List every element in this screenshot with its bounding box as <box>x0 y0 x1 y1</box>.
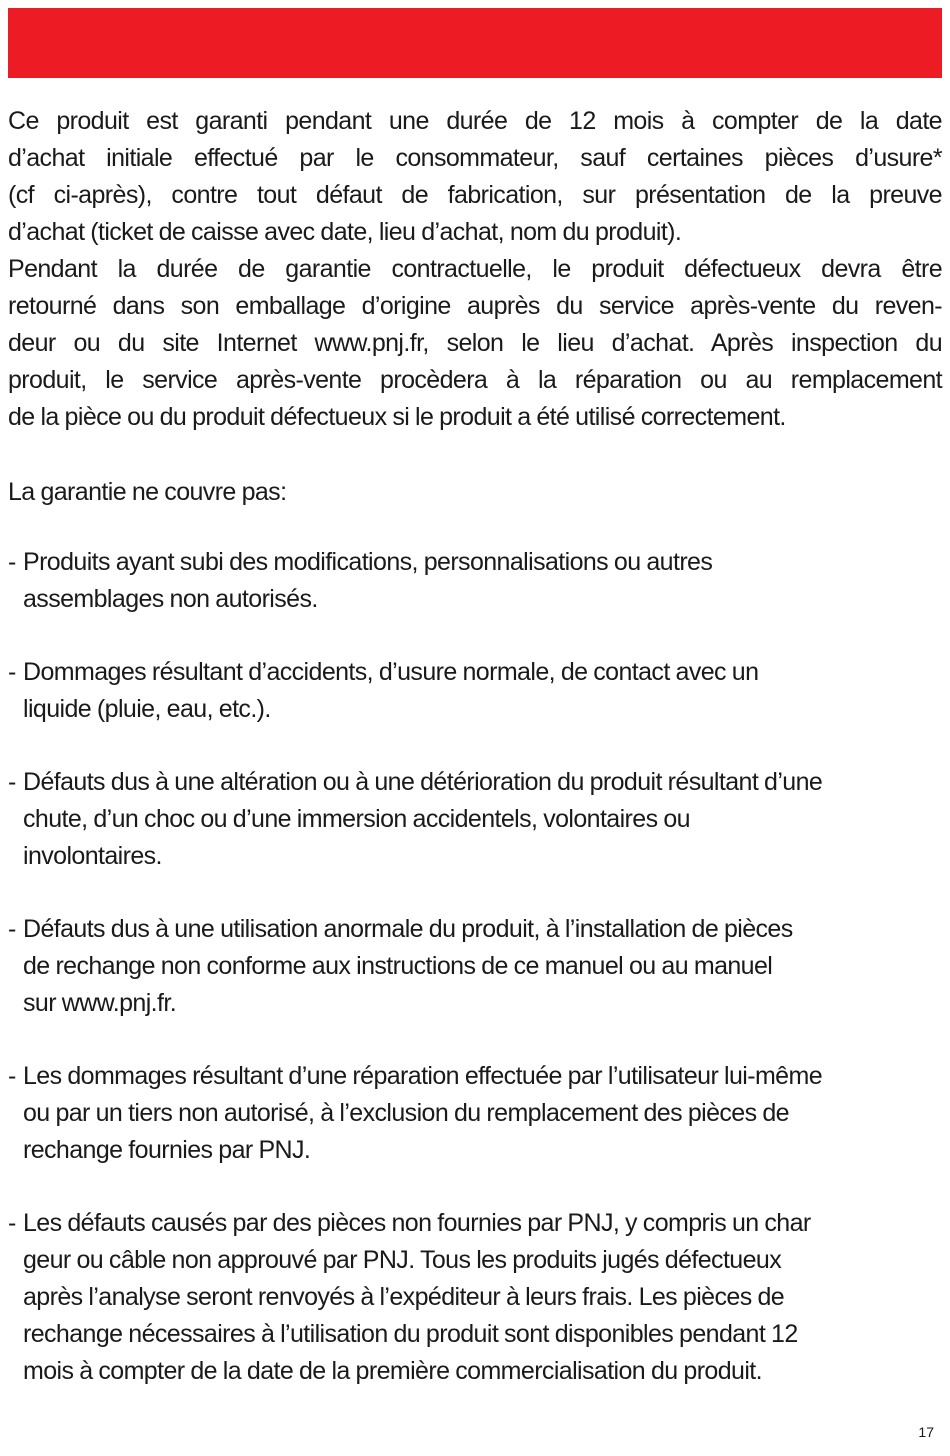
warranty-paragraph-1 <box>8 103 942 251</box>
text-line: Pendant la durée de garantie contractuelle, le produit défectueux devra être <box>8 255 942 283</box>
text-line: - Les dommages résultant d’une réparation effectuée par l’utilisateur lui-même <box>23 1062 823 1090</box>
text-line: - Les défauts causés par des pièces non fournies par PNJ, y compris un char <box>23 1209 811 1237</box>
text-line: après l’analyse seront renvoyés à l’expéditeur à leurs frais. Les pièces de <box>23 1283 785 1311</box>
list-item <box>8 764 942 875</box>
text-line: Ce produit est garanti pendant une durée de 12 mois à compter de la date <box>8 107 942 135</box>
text-line: chute, d’un choc ou d’une immersion accidentels, volontaires ou <box>23 805 690 833</box>
exclusions-intro <box>8 474 942 511</box>
text-line: rechange fournies par PNJ. <box>23 1136 311 1164</box>
text-line: d’achat initiale effectué par le consommateur, sauf certaines pièces d’usure* <box>8 144 942 172</box>
list-item <box>8 1058 942 1169</box>
text-line: (cf ci-après), contre tout défaut de fabrication, sur présentation de la preuve <box>8 181 942 209</box>
text-line: involontaires. <box>23 842 162 870</box>
list-item <box>8 654 942 728</box>
text-line: deur ou du site Internet www.pnj.fr, selon le lieu d’achat. Après inspection du <box>8 329 942 357</box>
warranty-paragraph-2 <box>8 251 942 436</box>
list-item <box>8 544 942 618</box>
text-line: - Défauts dus à une utilisation anormale du produit, à l’installation de pièces <box>23 915 793 943</box>
text-line: geur ou câble non approuvé par PNJ. Tous les produits jugés défectueux <box>23 1246 782 1274</box>
text-line: assemblages non autorisés. <box>23 585 318 613</box>
text-line: de la pièce ou du produit défectueux si le produit a été utilisé correctement. <box>8 403 786 431</box>
text-line: ou par un tiers non autorisé, à l’exclusion du remplacement des pièces de <box>23 1099 789 1127</box>
text-line: - Défauts dus à une altération ou à une détérioration du produit résultant d’une <box>23 768 823 796</box>
text-line: d’achat (ticket de caisse avec date, lieu d’achat, nom du produit). <box>8 218 682 246</box>
text-line: sur www.pnj.fr. <box>23 989 177 1017</box>
text-line: mois à compter de la date de la première commercialisation du produit. <box>23 1357 762 1385</box>
text-line: retourné dans son emballage d’origine auprès du service après-vente du reven- <box>8 292 942 320</box>
warranty-content <box>8 103 942 1390</box>
list-item <box>8 1205 942 1390</box>
text-line: produit, le service après-vente procèdera à la réparation ou au remplacement <box>8 366 942 394</box>
exclusions-list <box>8 544 942 1390</box>
page-number: 17 <box>918 1424 934 1440</box>
text-line: rechange nécessaires à l’utilisation du produit sont disponibles pendant 12 <box>23 1320 798 1348</box>
text-line: de rechange non conforme aux instructions de ce manuel ou au manuel <box>23 952 773 980</box>
list-item <box>8 911 942 1022</box>
text-line: liquide (pluie, eau, etc.). <box>23 695 271 723</box>
text-line: - Dommages résultant d’accidents, d’usure normale, de contact avec un <box>23 658 759 686</box>
text-line: - Produits ayant subi des modifications, personnalisations ou autres <box>23 548 713 576</box>
text-line: La garantie ne couvre pas: <box>8 478 287 506</box>
header-bar <box>8 8 942 78</box>
